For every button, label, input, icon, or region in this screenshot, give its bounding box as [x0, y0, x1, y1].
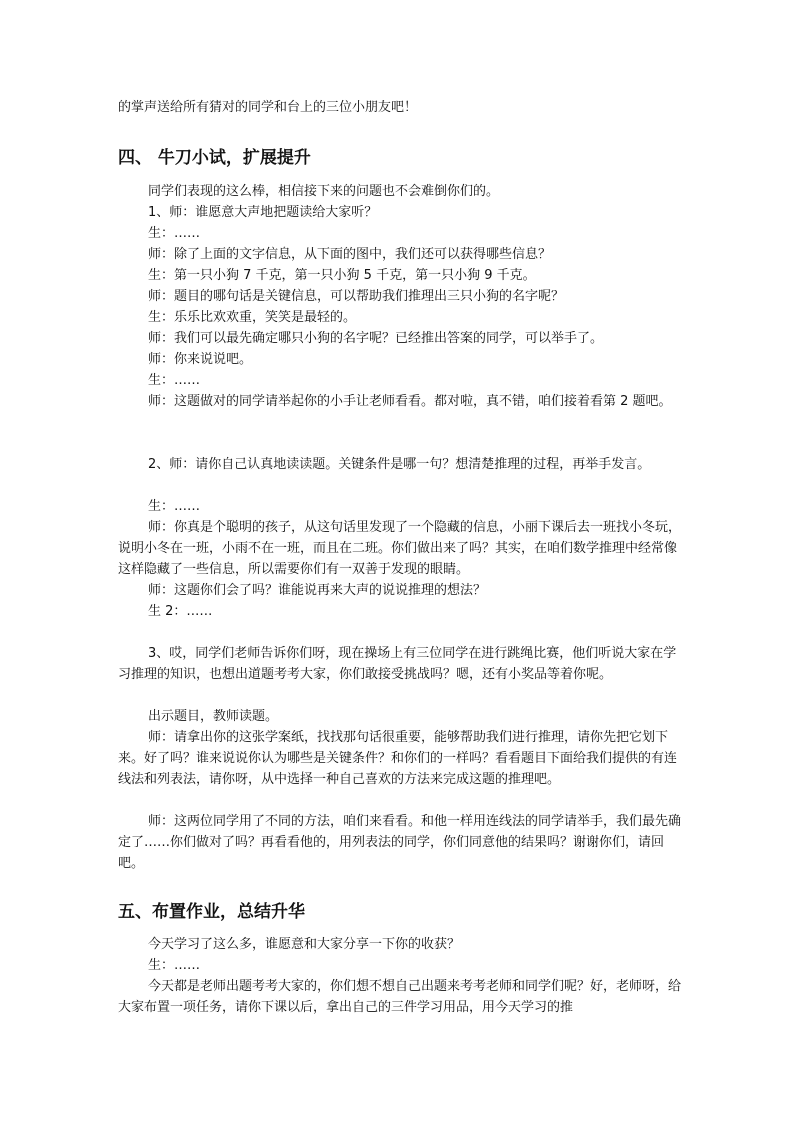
- text-line: 1、师：谁愿意大声地把题读给大家听？: [148, 205, 378, 220]
- paragraph: 3、哎，同学们老师告诉你们呀，现在操场上有三位同学在进行跳绳比赛，他们听说大家在学习推理的知识，也想出道题考考大家，你们敢接受挑战吗？嗯，还有小奖品等着你呢。: [118, 646, 677, 682]
- text-line: 师：我们可以最先确定哪只小狗的名字呢？已经推出答案的同学，可以举手了。: [148, 331, 604, 346]
- text-line: 师：你来说说吧。: [148, 352, 253, 367]
- paragraph: 师：这题做对的同学请举起你的小手让老师看看。都对啦，真不错，咱们接着看第 2 题吧。: [148, 394, 672, 409]
- text-line: 生：……: [148, 226, 201, 241]
- text-line: 生：……: [148, 958, 201, 973]
- text-line: 今天学习了这么多，谁愿意和大家分享一下你的收获？: [148, 937, 461, 952]
- text-line: 生：乐乐比欢欢重，笑笑是最轻的。: [148, 310, 357, 325]
- text-line: 生 2：……: [148, 604, 213, 619]
- text-line: 生：第一只小狗 7 千克，第一只小狗 5 千克，第一只小狗 9 千克。: [148, 268, 536, 283]
- paragraph: 师：请拿出你的这张学案纸，找找那句话很重要，能够帮助我们进行推理，请你先把它划下来。好了吗？谁来说说你认为哪些是关键条件？和你们的一样吗？看看题目下面给我们提供的有连线法和列表法，请你呀，从中选择一种自己喜欢的方法来完成这题的推理吧。: [118, 730, 678, 787]
- text-line: 师：除了上面的文字信息，从下面的图中，我们还可以获得哪些信息？: [148, 247, 552, 262]
- paragraph: 今天都是老师出题考考大家的，你们想不想自己出题来考考老师和同学们呢？好，老师呀，给大家布置一项任务，请你下课以后，拿出自己的三件学习用品，用今天学习的推: [118, 979, 682, 1015]
- paragraph: 师：这两位同学用了不同的方法，咱们来看看。和他一样用连线法的同学请举手，我们最先确定了……你们做对了吗？再看看他的，用列表法的同学，你们同意他的结果吗？谢谢你们，请回吧。: [118, 814, 682, 871]
- paragraph: 2、师：请你自己认真地读读题。关键条件是哪一句？想清楚推理的过程，再举手发言。: [148, 457, 651, 472]
- text-line: 生：……: [148, 499, 201, 514]
- text-line: 出示题目，教师读题。: [148, 709, 279, 724]
- text-line: 同学们表现的这么棒，相信接下来的问题也不会难倒你们的。: [148, 184, 500, 199]
- text-line: 的掌声送给所有猜对的同学和台上的三位小朋友吧！: [118, 100, 418, 115]
- section-heading-5: 五、布置作业，总结升华: [118, 902, 305, 922]
- paragraph: 师：你真是个聪明的孩子，从这句话里发现了一个隐藏的信息，小丽下课后去一班找小冬玩，说明小冬在一班，小雨不在一班，而且在二班。你们做出来了吗？其实，在咱们数学推理中经常像这样隐藏了一些信息，所以需要你们有一双善于发现的眼睛。: [118, 520, 682, 577]
- text-line: 师：题目的哪句话是关键信息，可以帮助我们推理出三只小狗的名字呢？: [148, 289, 565, 304]
- text-line: 师：这题你们会了吗？谁能说再来大声的说说推理的想法？: [148, 583, 487, 598]
- text-line: 生：……: [148, 373, 201, 388]
- section-heading-4: 四、 牛刀小试，扩展提升: [118, 148, 311, 168]
